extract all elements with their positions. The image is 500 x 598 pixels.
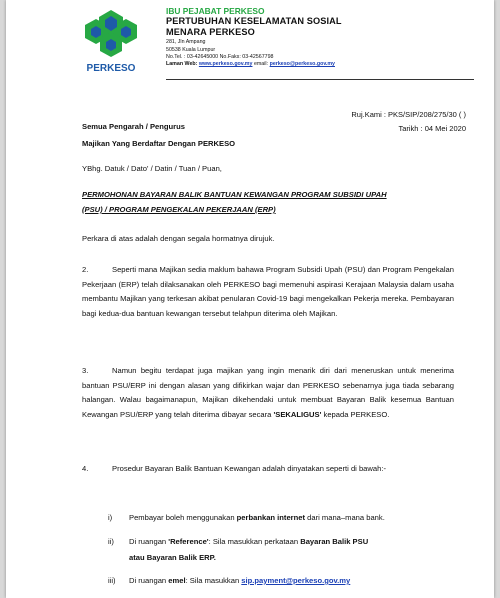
list-item-ii-text-a: Di ruangan (129, 537, 169, 546)
salutation: YBhg. Datuk / Dato' / Datin / Tuan / Puan, (82, 164, 222, 173)
list-item-iii-bold: emel (168, 576, 186, 585)
list-item-i-number: i) (108, 513, 113, 522)
address-line-2: 50538 Kuala Lumpur (166, 46, 216, 53)
paragraph-3-text-b: kepada PERKESO. (321, 409, 390, 419)
org-line-2: PERTUBUHAN KESELAMATAN SOSIAL (166, 16, 342, 26)
header-divider (166, 79, 474, 80)
list-item-ii-bold-2: Bayaran Balik PSU (300, 537, 369, 546)
paragraph-3-bold: 'SEKALIGUS' (273, 409, 322, 419)
payment-email-link[interactable]: sip.payment@perkeso.gov.my (241, 576, 351, 585)
letter-date: Tarikh : 04 Mei 2020 (398, 124, 466, 133)
org-line-3: MENARA PERKESO (166, 27, 255, 37)
intro-paragraph: Perkara di atas adalah dengan segala hormatnya dirujuk. (82, 234, 275, 243)
paragraph-3 (82, 364, 454, 422)
web-link[interactable]: www.perkeso.gov.my (198, 60, 253, 67)
subject-line-1: PERMOHONAN BAYARAN BALIK BANTUAN KEWANGAN PROGRAM SUBSIDI UPAH (82, 190, 387, 199)
list-item-i-text-a: Pembayar boleh menggunakan (129, 513, 237, 522)
list-item-iii-number: iii) (108, 576, 116, 585)
list-item-i (129, 511, 385, 526)
web-label: Laman Web: (166, 60, 198, 67)
list-item-i-text-b: dari mana–mana bank. (305, 513, 385, 522)
letter-page (6, 0, 494, 598)
address-line-3: No.Tel. : 03-42645000 No.Faks: 03-42567798 (166, 54, 274, 61)
list-item-iii-text-a: Di ruangan (129, 576, 169, 585)
list-item-ii (129, 535, 368, 550)
paragraph-4-number: 4. (82, 464, 89, 473)
subject-line-2: (PSU) / PROGRAM PENGEKALAN PEKERJAAN (ERP) (82, 205, 276, 214)
address-line-1: 281, Jln Ampang (166, 39, 206, 45)
list-item-iii-text-b: : Sila masukkan (185, 576, 242, 585)
paragraph-2-number: 2. (82, 265, 89, 274)
list-item-ii-number: ii) (108, 537, 114, 546)
paragraph-3-text-a: Namun begitu terdapat juga majikan yang ingin menarik diri dari meneruskan untuk menerima bantuan PSU/ERP ini dengan alasan yang difikirkan wajar dan PERKESO sebenarnya juga tiada sebarang halangan. Walau bagaimanapun, Majikan dikehendaki untuk membuat Bayaran Balik kesemua Bantuan Kewangan PSU/ERP yang telah diterima dibayar secara (82, 366, 454, 419)
email-link[interactable]: perkeso@perkeso.gov.my (269, 60, 335, 67)
paragraph-4: Prosedur Bayaran Balik Bantuan Kewangan adalah dinyatakan seperti di bawah:- (112, 464, 386, 473)
list-item-ii-bold-1: 'Reference' (168, 537, 209, 546)
org-line-1: IBU PEJABAT PERKESO (166, 6, 265, 16)
web-line (166, 61, 342, 68)
perkeso-logo (66, 8, 156, 78)
list-item-i-bold: perbankan internet (236, 513, 306, 522)
logo-text: PERKESO (86, 63, 136, 74)
reference-number: Ruj.Kami : PKS/SIP/208/275/30 ( ) (351, 110, 466, 119)
list-item-ii-text-b: : Sila masukkan perkataan (208, 537, 301, 546)
paragraph-2: Seperti mana Majikan sedia maklum bahawa Program Subsidi Upah (PSU) dan Program Pengekalan Pekerjaan (ERP) telah dilaksanakan oleh PERKESO bagi memenuhi aspirasi Kerajaan Malaysia dalam usaha membantu Majikan yang terkesan akibat penularan Covid-19 bagi mengekalkan Pekerja mereka. Pembayaran bagi kedua-dua bantuan kewangan tersebut telahpun diterima oleh Majikan. (82, 265, 454, 318)
recipient-line-1: Semua Pengarah / Pengurus (82, 122, 185, 131)
recipient-line-2: Majikan Yang Berdaftar Dengan PERKESO (82, 139, 236, 148)
email-label: email: (253, 60, 269, 67)
list-item-ii-line-2: atau Bayaran Balik ERP. (129, 553, 216, 562)
org-header (166, 6, 342, 67)
list-item-iii (129, 574, 350, 589)
paragraph-3-number: 3. (82, 366, 89, 375)
